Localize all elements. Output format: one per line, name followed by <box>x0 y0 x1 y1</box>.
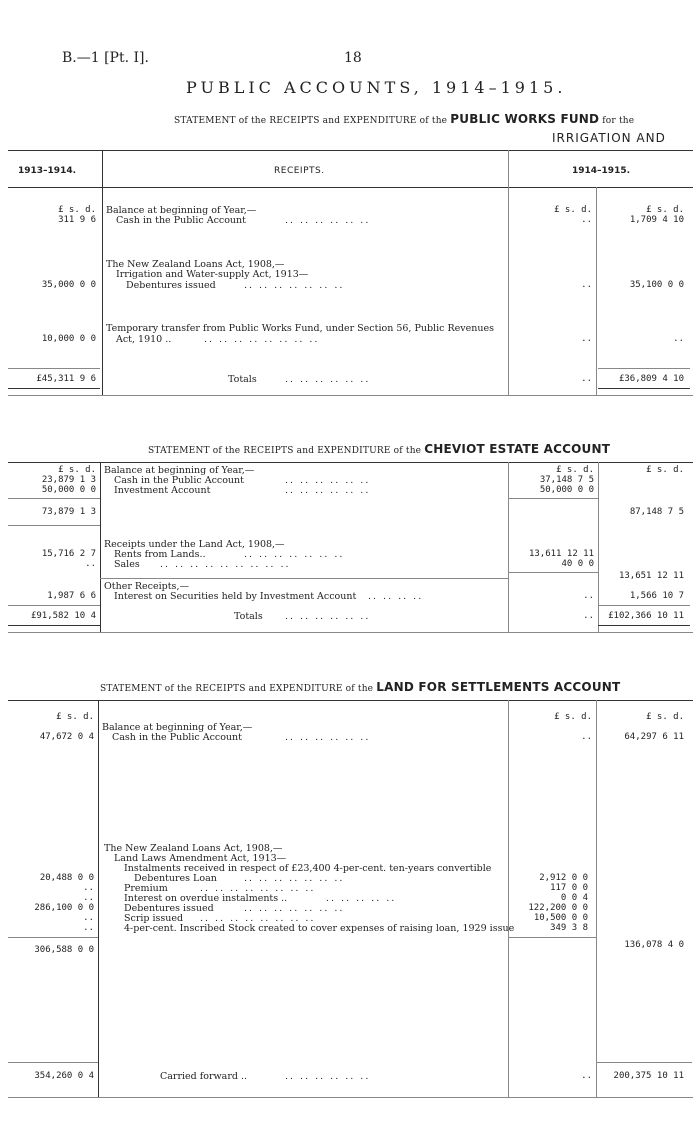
section1-vline-2 <box>508 150 509 395</box>
section3-prev-subtotal-rule <box>8 937 98 938</box>
section3-bottom-rule <box>8 1097 693 1098</box>
section3-balance-label: Balance at beginning of Year,— <box>102 722 253 733</box>
section3-loans-label: The New Zealand Loans Act, 1908,— <box>104 843 283 854</box>
section1-row3-sub: .. <box>581 334 592 344</box>
section1-total-rule <box>598 368 690 369</box>
section3-unit-right: £ s. d. <box>646 712 684 722</box>
section1-row1-sub: .. <box>581 215 592 225</box>
section1-row3-total: .. <box>673 334 684 344</box>
section3-sub-rule <box>508 937 596 938</box>
section2-rents-sub: 13,611 12 11 <box>528 549 594 559</box>
section3-sub-value: 122,200 0 0 <box>528 903 588 913</box>
section1-row3-line2: Act, 1910 .. <box>116 334 172 345</box>
leader-dots: .. .. .. .. .. .. .. <box>244 903 345 914</box>
section3-vline-1 <box>98 700 99 1097</box>
section1-bottom-rule <box>8 395 693 396</box>
section3-sub-value: 0 0 4 <box>560 893 588 903</box>
section2-unit-mid: £ s. d. <box>556 465 594 475</box>
section1-vline-1 <box>102 150 103 395</box>
leader-dots: .. .. .. .. .. .. .. .. <box>200 883 316 894</box>
section1-col-left: 1913–1914. <box>18 166 77 176</box>
section1-title-suffix: for the <box>602 116 635 126</box>
section3-title-bold: LAND FOR SETTLEMENTS ACCOUNT <box>376 680 621 694</box>
section3-carried-label: Carried forward .. <box>160 1071 248 1082</box>
leader-dots: .. .. .. .. <box>368 591 424 602</box>
section3-instal-label: Instalments received in respect of £23,400 4-per-cent. ten-years convertible <box>124 863 492 874</box>
section3-prev-value: 20,488 0 0 <box>39 873 94 883</box>
section2-totals-label: Totals <box>234 611 263 622</box>
section3-carried-total: 200,375 10 11 <box>613 1071 684 1081</box>
section2-invest-label: Investment Account <box>114 485 211 496</box>
section2-invest-sub: 50,000 0 0 <box>539 485 594 495</box>
section2-interest-prev: 1,987 6 6 <box>47 591 96 601</box>
section2-unit-right: £ s. d. <box>646 465 684 475</box>
section3-prev-value: .. <box>83 893 94 903</box>
section3-prev-value: 286,100 0 0 <box>34 903 94 913</box>
section2-interest-sub: .. <box>583 591 594 601</box>
section2-sub-rule <box>508 498 598 499</box>
section1-title-line2: IRRIGATION AND <box>552 131 666 145</box>
section3-deb-issued-label: Debentures issued <box>124 903 214 914</box>
section3-carried-sub: .. <box>581 1071 592 1081</box>
page-title: PUBLIC ACCOUNTS, 1914–1915. <box>186 78 567 97</box>
section3-title-prefix: STATEMENT of the RECEIPTS and EXPENDITURE of the <box>100 684 374 694</box>
section3-stock-label: 4-per-cent. Inscribed Stock created to cover expenses of raising loan, 1929 issue <box>124 923 515 934</box>
leader-dots: .. .. .. .. .. .. .. .. <box>204 334 320 345</box>
section2-title-prefix: STATEMENT of the RECEIPTS and EXPENDITURE of the <box>148 446 422 456</box>
section2-mid-rule <box>100 578 508 579</box>
section1-row3-prev: 10,000 0 0 <box>41 334 96 344</box>
section1-row2-prev: 35,000 0 0 <box>41 280 96 290</box>
section1-row3-line1: Temporary transfer from Public Works Fund, under Section 56, Public Revenues <box>106 323 494 334</box>
section1-unit-right: £ s. d. <box>646 205 684 215</box>
section2-rents-label: Rents from Lands.. <box>114 549 206 560</box>
section3-cash-prev: 47,672 0 4 <box>39 732 94 742</box>
leader-dots: .. .. .. .. .. .. .. <box>244 873 345 884</box>
section3-prev-value: .. <box>83 923 94 933</box>
section1-row1-prev: 311 9 6 <box>58 215 96 225</box>
section1-row2-line3: Debentures issued <box>126 280 216 291</box>
section2-sub-rule-2 <box>508 572 598 573</box>
leader-dots: .. .. .. .. .. .. <box>285 475 371 486</box>
section3-unit-left: £ s. d. <box>56 712 94 722</box>
section1-row2-line2: Irrigation and Water-supply Act, 1913— <box>116 269 309 280</box>
section2-prev-double-rule <box>8 625 100 626</box>
section2-sales-label: Sales <box>114 559 140 570</box>
section2-vline-2 <box>508 462 509 632</box>
section1-unit-left: £ s. d. <box>58 205 96 215</box>
section1-unit-mid: £ s. d. <box>554 205 592 215</box>
leader-dots: .. .. .. .. .. .. <box>285 611 371 622</box>
leader-dots: .. .. .. .. .. .. <box>285 215 371 226</box>
section3-prev-value: .. <box>83 883 94 893</box>
section3-carried-rule <box>596 1062 692 1063</box>
section3-prev-carried-rule <box>8 1062 98 1063</box>
section2-bottom-rule <box>8 632 693 633</box>
section3-sub-value: 2,912 0 0 <box>539 873 588 883</box>
section1-totals-label: Totals <box>228 374 257 385</box>
section2-balance-total: 87,148 7 5 <box>629 507 684 517</box>
leader-dots: .. .. .. .. .. .. <box>285 732 371 743</box>
section2-cash-label: Cash in the Public Account <box>114 475 244 486</box>
section2-totals-prev: £91,582 10 4 <box>30 611 96 621</box>
leader-dots: .. .. .. .. .. .. .. <box>244 549 345 560</box>
section1-row2-total: 35,100 0 0 <box>629 280 684 290</box>
section2-vline-3 <box>598 462 599 632</box>
section2-cash-prev: 23,879 1 3 <box>41 475 96 485</box>
section2-totals-sub: .. <box>583 611 594 621</box>
section1-totals-total: £36,809 4 10 <box>618 374 684 384</box>
section2-sales-sub: 40 0 0 <box>561 559 594 569</box>
section3-top-rule <box>8 700 693 701</box>
leader-dots: .. .. .. .. .. .. .. .. <box>200 913 316 924</box>
section3-prev-value: .. <box>83 913 94 923</box>
section2-interest-total: 1,566 10 7 <box>629 591 684 601</box>
section1-totals-prev: £45,311 9 6 <box>36 374 96 384</box>
leader-dots: .. .. .. .. .. .. .. .. .. <box>160 559 291 570</box>
section3-sub-value: 349 3 8 <box>550 923 588 933</box>
section1-col-mid: RECEIPTS. <box>274 166 325 176</box>
section3-vline-2 <box>508 700 509 1097</box>
section3-loans-total: 136,078 4 0 <box>624 940 684 950</box>
section3-scrip-label: Scrip issued <box>124 913 184 924</box>
section2-land-total: 13,651 12 11 <box>618 571 684 581</box>
section2-top-rule <box>8 462 693 463</box>
section3-vline-3 <box>596 700 597 1097</box>
section2-title-bold: CHEVIOT ESTATE ACCOUNT <box>424 442 611 456</box>
section3-cash-total: 64,297 6 11 <box>624 732 684 742</box>
section3-sub-value: 10,500 0 0 <box>533 913 588 923</box>
leader-dots: .. .. .. .. .. .. <box>285 1071 371 1082</box>
section1-title-bold: PUBLIC WORKS FUND <box>450 112 600 126</box>
section2-sales-prev: .. <box>85 559 96 569</box>
section2-cash-sub: 37,148 7 5 <box>539 475 594 485</box>
section2-title <box>148 442 610 456</box>
section1-header-rule <box>8 187 693 188</box>
section1-title <box>174 112 634 126</box>
section2-totals-total: £102,366 10 11 <box>608 611 684 621</box>
leader-dots: .. .. .. .. .. .. .. <box>244 280 345 291</box>
section1-prev-total-rule <box>8 368 100 369</box>
section1-top-rule <box>8 150 693 151</box>
section1-title-prefix: STATEMENT of the RECEIPTS and EXPENDITURE of the <box>174 116 448 126</box>
section1-row1-line2: Cash in the Public Account <box>116 215 246 226</box>
section1-totals-sub: .. <box>581 374 592 384</box>
leader-dots: .. .. .. .. .. <box>326 893 397 904</box>
section3-cash-sub: .. <box>581 732 592 742</box>
section2-rents-prev: 15,716 2 7 <box>41 549 96 559</box>
leader-dots: .. .. .. .. .. .. <box>285 374 371 385</box>
section3-sub-value: 117 0 0 <box>550 883 588 893</box>
section2-prev-rule-2 <box>8 525 100 526</box>
section3-prev-subtotal: 306,588 0 0 <box>34 945 94 955</box>
section1-row1-total: 1,709 4 10 <box>629 215 684 225</box>
page-number: 18 <box>344 50 362 66</box>
section3-deb-loan-label: Debentures Loan <box>134 873 217 884</box>
leader-dots: .. .. .. .. .. .. <box>285 485 371 496</box>
section3-cash-label: Cash in the Public Account <box>112 732 242 743</box>
section2-interest-label: Interest on Securities held by Investment Account <box>114 591 357 602</box>
section3-carried-prev: 354,260 0 4 <box>34 1071 94 1081</box>
section2-invest-prev: 50,000 0 0 <box>41 485 96 495</box>
section1-vline-3 <box>596 187 597 395</box>
section2-prev-total-rule <box>8 605 100 606</box>
section2-balance-subtotal-prev: 73,879 1 3 <box>41 507 96 517</box>
section1-prev-double-rule <box>8 388 100 389</box>
section2-double-rule <box>598 625 690 626</box>
report-reference: B.—1 [Pt. I]. <box>62 50 149 66</box>
section1-row2-line1: The New Zealand Loans Act, 1908,— <box>106 259 285 270</box>
section2-balance-label: Balance at beginning of Year,— <box>104 465 255 476</box>
section3-premium-label: Premium <box>124 883 168 894</box>
section3-overdue-label: Interest on overdue instalments .. <box>124 893 288 904</box>
section2-land-label: Receipts under the Land Act, 1908,— <box>104 539 285 550</box>
section1-double-rule <box>598 388 690 389</box>
section2-prev-subtotal-rule <box>8 498 100 499</box>
section3-unit-mid: £ s. d. <box>554 712 592 722</box>
section2-vline-1 <box>100 462 101 632</box>
section3-title <box>100 680 620 694</box>
section1-row2-sub: .. <box>581 280 592 290</box>
section2-unit-left: £ s. d. <box>58 465 96 475</box>
section1-col-right: 1914–1915. <box>572 166 631 176</box>
section3-laws-label: Land Laws Amendment Act, 1913— <box>114 853 287 864</box>
section2-other-label: Other Receipts,— <box>104 581 189 592</box>
section1-row1-line1: Balance at beginning of Year,— <box>106 205 257 216</box>
section2-total-rule <box>598 605 690 606</box>
